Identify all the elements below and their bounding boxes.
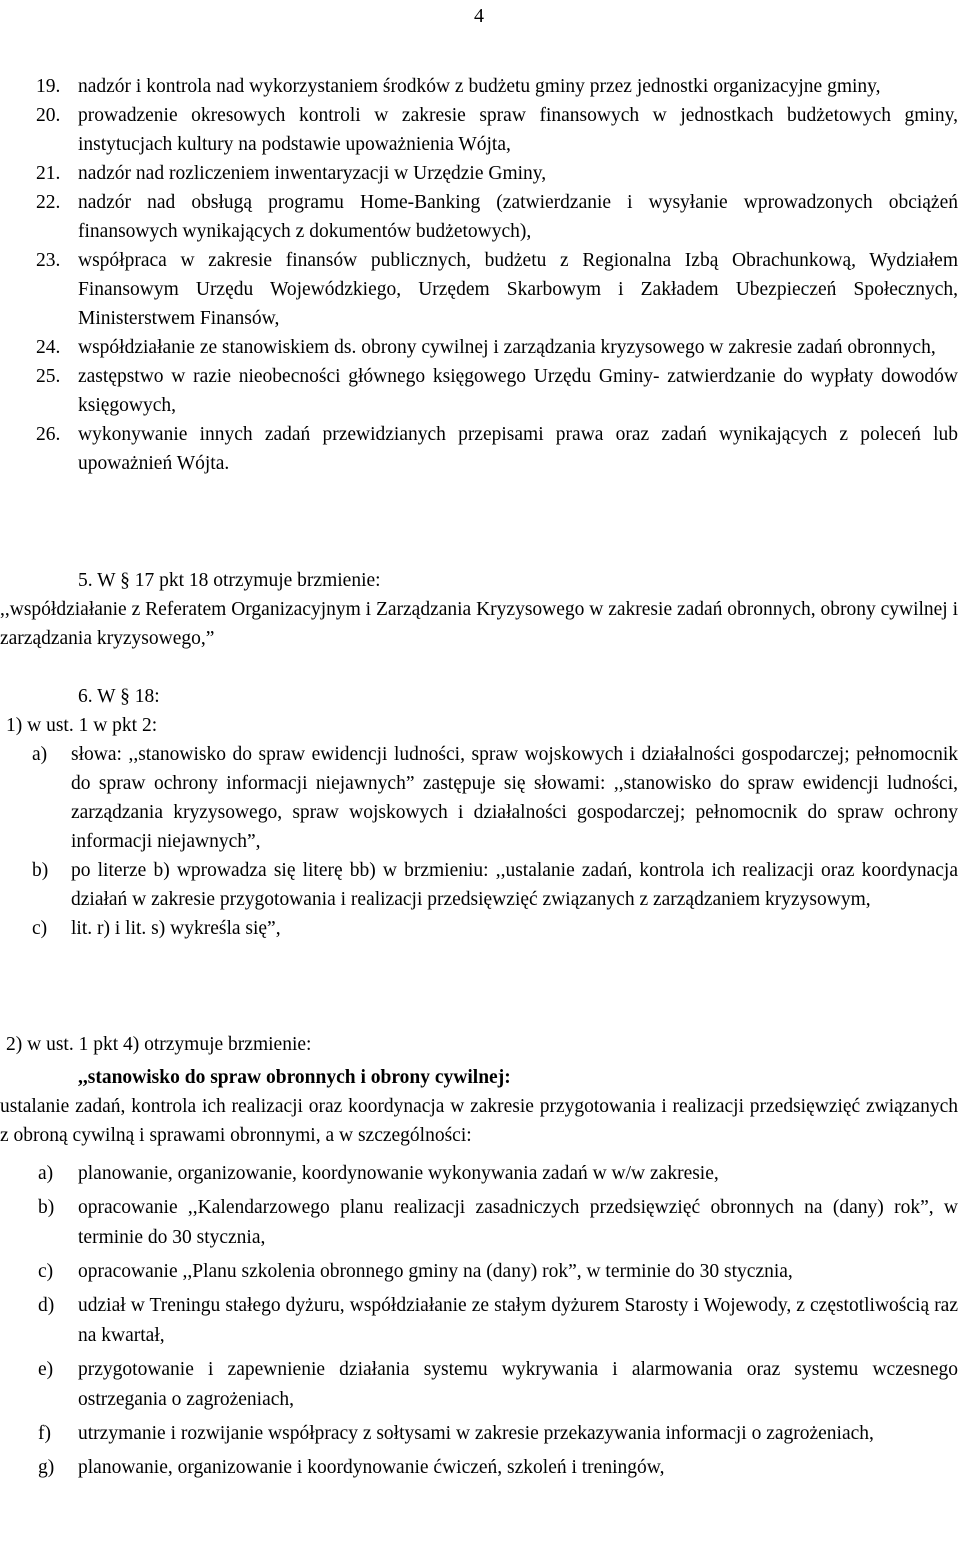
item-text: prowadzenie okresowych kontroli w zakresie spraw finansowych w jednostkach budżetowych gminy, instytucjach kultury na podstawie upoważnienia Wójta, bbox=[78, 105, 958, 155]
list-item bbox=[0, 420, 958, 478]
item-text: współpraca w zakresie finansów publicznych, budżetu z Regionalna Izbą Obrachunkową, Wydziałem Finansowym Urzędu Wojewódzkiego, Urzędem Skarbowym i Zakładem Ubezpieczeń Społecznych, Ministerstwem Finansów, bbox=[78, 250, 958, 329]
item-text: nadzór nad rozliczeniem inwentaryzacji w Urzędzie Gminy, bbox=[78, 163, 547, 184]
item-letter: d) bbox=[38, 1295, 55, 1316]
list-item bbox=[38, 1257, 958, 1287]
item-text: planowanie, organizowanie i koordynowanie ćwiczeń, szkoleń i treningów, bbox=[78, 1457, 665, 1478]
section-5-text: ,,współdziałanie z Referatem Organizacyjnym i Zarządzania Kryzysowego w zakresie zadań obronnych, obrony cywilnej i zarządzania kryzysowego,” bbox=[0, 599, 959, 649]
duties-letter-list bbox=[0, 1159, 958, 1483]
item-letter: c) bbox=[32, 918, 48, 939]
item-letter: c) bbox=[38, 1261, 54, 1282]
item-letter: b) bbox=[32, 860, 49, 881]
list-item bbox=[0, 188, 958, 246]
item-number: 20. bbox=[36, 105, 61, 126]
position-heading: ,,stanowisko do spraw obronnych i obrony cywilnej: bbox=[78, 1067, 511, 1088]
list-item bbox=[38, 1291, 958, 1351]
item-text: nadzór nad obsługą programu Home-Banking (zatwierdzanie i wysyłanie wprowadzonych obciążeń finansowych wynikających z dokumentów budżetowych), bbox=[78, 192, 958, 242]
section-6-point-1: 1) w ust. 1 w pkt 2: bbox=[6, 715, 158, 736]
list-item bbox=[32, 740, 958, 856]
item-letter: f) bbox=[38, 1423, 51, 1444]
item-text: wykonywanie innych zadań przewidzianych przepisami prawa oraz zadań wynikających z poleceń lub upoważnień Wójta. bbox=[78, 424, 958, 474]
list-item bbox=[0, 333, 958, 362]
list-item bbox=[0, 246, 958, 333]
item-number: 23. bbox=[36, 250, 61, 271]
item-text: planowanie, organizowanie, koordynowanie wykonywania zadań w w/w zakresie, bbox=[78, 1163, 719, 1184]
list-item bbox=[38, 1193, 958, 1253]
item-number: 24. bbox=[36, 337, 61, 358]
item-letter: a) bbox=[32, 744, 48, 765]
item-text: po literze b) wprowadza się literę bb) w brzmieniu: ,,ustalanie zadań, kontrola ich realizacji oraz koordynacja działań w zakresie przygotowania i realizacji przedsięwzięć związanych z zarządzaniem kryzysowym, bbox=[71, 860, 958, 910]
list-item bbox=[38, 1355, 958, 1415]
item-letter: e) bbox=[38, 1359, 54, 1380]
item-number: 25. bbox=[36, 366, 61, 387]
item-letter: g) bbox=[38, 1457, 55, 1478]
item-number: 26. bbox=[36, 424, 61, 445]
item-number: 21. bbox=[36, 163, 61, 184]
intro-text: ustalanie zadań, kontrola ich realizacji oraz koordynacja w zakresie przygotowania i realizacji przedsięwzięć związanych z obroną cywilną i sprawami obronnymi, a w szczególności: bbox=[0, 1096, 958, 1146]
item-text: współdziałanie ze stanowiskiem ds. obrony cywilnej i zarządzania kryzysowego w zakresie zadań obronnych, bbox=[78, 337, 936, 358]
list-item bbox=[38, 1453, 958, 1483]
item-text: opracowanie ,,Kalendarzowego planu realizacji zasadniczych przedsięwzięć obronnych na (dany) rok”, w terminie do 30 stycznia, bbox=[78, 1197, 958, 1248]
numbered-list bbox=[0, 72, 958, 478]
item-text: opracowanie ,,Planu szkolenia obronnego gminy na (dany) rok”, w terminie do 30 stycznia, bbox=[78, 1261, 793, 1282]
item-text: udział w Treningu stałego dyżuru, współdziałanie ze stałym dyżurem Starosty i Wojewody, z częstotliwością raz na kwartał, bbox=[78, 1295, 958, 1346]
item-text: przygotowanie i zapewnienie działania systemu wykrywania i alarmowania oraz systemu wczesnego ostrzegania o zagrożeniach, bbox=[78, 1359, 958, 1410]
item-number: 22. bbox=[36, 192, 61, 213]
list-item bbox=[38, 1159, 958, 1189]
item-text: nadzór i kontrola nad wykorzystaniem środków z budżetu gminy przez jednostki organizacyjne gminy, bbox=[78, 76, 881, 97]
section-5-heading: 5. W § 17 pkt 18 otrzymuje brzmienie: bbox=[78, 570, 381, 591]
item-text: utrzymanie i rozwijanie współpracy z sołtysami w zakresie przekazywania informacji o zagrożeniach, bbox=[78, 1423, 874, 1444]
item-number: 19. bbox=[36, 76, 61, 97]
list-item bbox=[0, 159, 958, 188]
list-item bbox=[38, 1419, 958, 1449]
section-6-point-2: 2) w ust. 1 pkt 4) otrzymuje brzmienie: bbox=[6, 1034, 312, 1055]
item-text: lit. r) i lit. s) wykreśla się”, bbox=[71, 918, 281, 939]
item-letter: a) bbox=[38, 1163, 54, 1184]
item-letter: b) bbox=[38, 1197, 55, 1218]
page-number: 4 bbox=[474, 5, 484, 27]
list-item bbox=[32, 856, 958, 914]
item-text: zastępstwo w razie nieobecności głównego księgowego Urzędu Gminy- zatwierdzanie do wypłaty dowodów księgowych, bbox=[78, 366, 958, 416]
list-item bbox=[0, 72, 958, 101]
section-6-letter-list bbox=[0, 740, 958, 943]
list-item bbox=[0, 101, 958, 159]
item-text: słowa: ,,stanowisko do spraw ewidencji ludności, spraw wojskowych i działalności gospodarczej; pełnomocnik do spraw ochrony informacji niejawnych” zastępuje się słowami: ,,stanowisko do spraw ewidencji ludności, zarządzania kryzysowego, spraw wojskowych i działalności gospodarczej; pełnomocnik do spraw ochrony informacji niejawnych”, bbox=[71, 744, 958, 852]
list-item bbox=[32, 914, 958, 943]
section-6-heading: 6. W § 18: bbox=[78, 686, 160, 707]
list-item bbox=[0, 362, 958, 420]
